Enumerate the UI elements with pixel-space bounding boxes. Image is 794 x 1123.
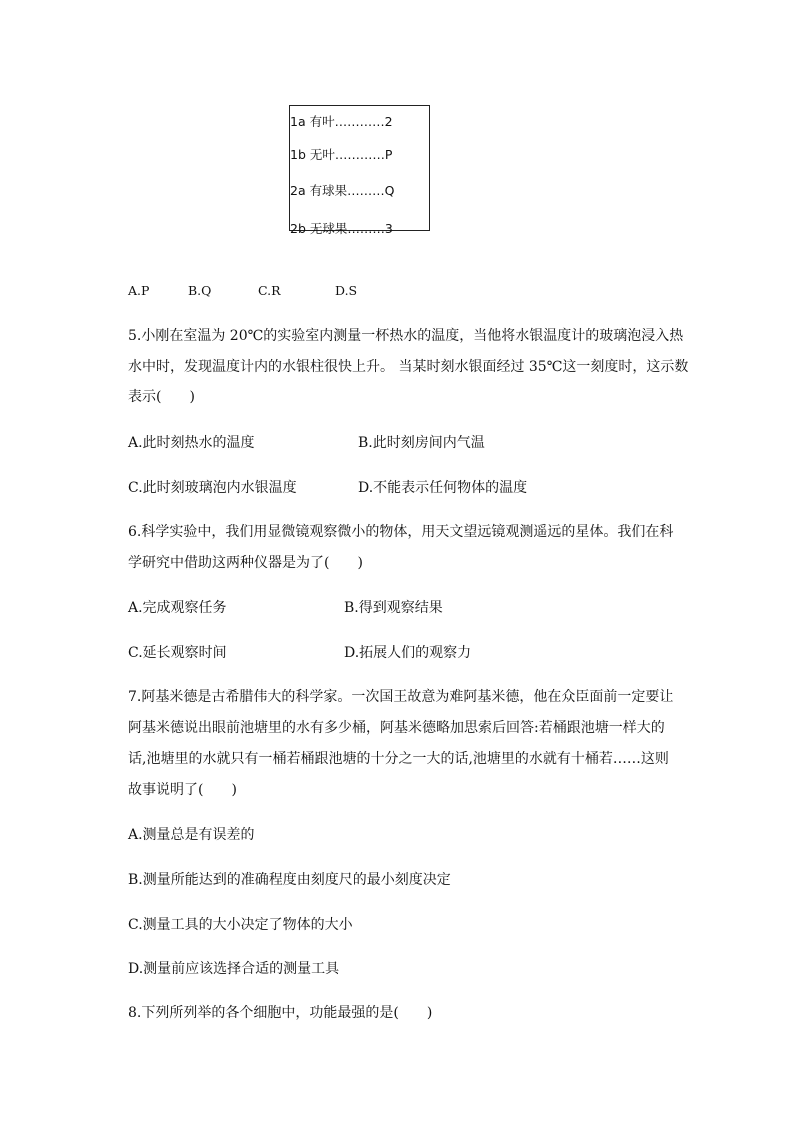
q5-option-d: D.不能表示任何物体的温度: [358, 480, 528, 496]
key-line-1a: 1a 有叶…………2: [290, 114, 393, 129]
q6-option-a: A.完成观察任务: [128, 600, 227, 616]
q6-option-b: B.得到观察结果: [344, 600, 443, 616]
q7-option-d: D.测量前应该选择合适的测量工具: [128, 961, 340, 977]
q7-option-a: A.测量总是有误差的: [128, 827, 255, 843]
q7-stem-line-3: 话,池塘里的水就只有一桶若桶跟池塘的十分之一大的话,池塘里的水就有十桶若……这则: [128, 751, 669, 767]
q6-option-c: C.延长观察时间: [128, 645, 227, 661]
q4-option-a: A.P: [128, 283, 150, 298]
q7-stem-line-4: 故事说明了( ): [128, 782, 237, 798]
q5-option-a: A.此时刻热水的温度: [128, 435, 255, 451]
q7-stem-line-2: 阿基米德说出眼前池塘里的水有多少桶，阿基米德略加思索后回答:若桶跟池塘一样大的: [128, 720, 665, 736]
q8-stem-line-1: 8.下列所列举的各个细胞中，功能最强的是( ): [128, 1005, 433, 1021]
q6-option-d: D.拓展人们的观察力: [344, 645, 472, 661]
q7-option-c: C.测量工具的大小决定了物体的大小: [128, 917, 353, 933]
q6-stem-line-1: 6.科学实验中，我们用显微镜观察微小的物体，用天文望远镜观测遥远的星体。我们在科: [128, 524, 674, 540]
q7-option-b: B.测量所能达到的准确程度由刻度尺的最小刻度决定: [128, 872, 451, 888]
q5-option-c: C.此时刻玻璃泡内水银温度: [128, 480, 297, 496]
q7-stem-line-1: 7.阿基米德是古希腊伟大的科学家。一次国王故意为难阿基米德，他在众臣面前一定要让: [128, 689, 674, 705]
q4-option-c: C.R: [258, 283, 281, 298]
q4-option-d: D.S: [335, 283, 358, 298]
dichotomous-key-table: [289, 105, 430, 236]
q5-stem-line-3: 表示( ): [128, 389, 195, 405]
q6-stem-line-2: 学研究中借助这两种仪器是为了( ): [128, 555, 363, 571]
q4-option-b: B.Q: [188, 283, 212, 298]
key-line-2b: 2b 无球果………3: [290, 221, 393, 236]
key-line-1b: 1b 无叶…………P: [290, 147, 393, 162]
q5-stem-line-2: 水中时，发现温度计内的水银柱很快上升。 当某时刻水银面经过 35℃这一刻度时，这示数: [128, 359, 689, 375]
q5-stem-line-1: 5.小刚在室温为 20℃的实验室内测量一杯热水的温度，当他将水银温度计的玻璃泡浸入热: [128, 328, 684, 344]
key-line-2a: 2a 有球果………Q: [290, 183, 395, 198]
q5-option-b: B.此时刻房间内气温: [358, 435, 485, 451]
